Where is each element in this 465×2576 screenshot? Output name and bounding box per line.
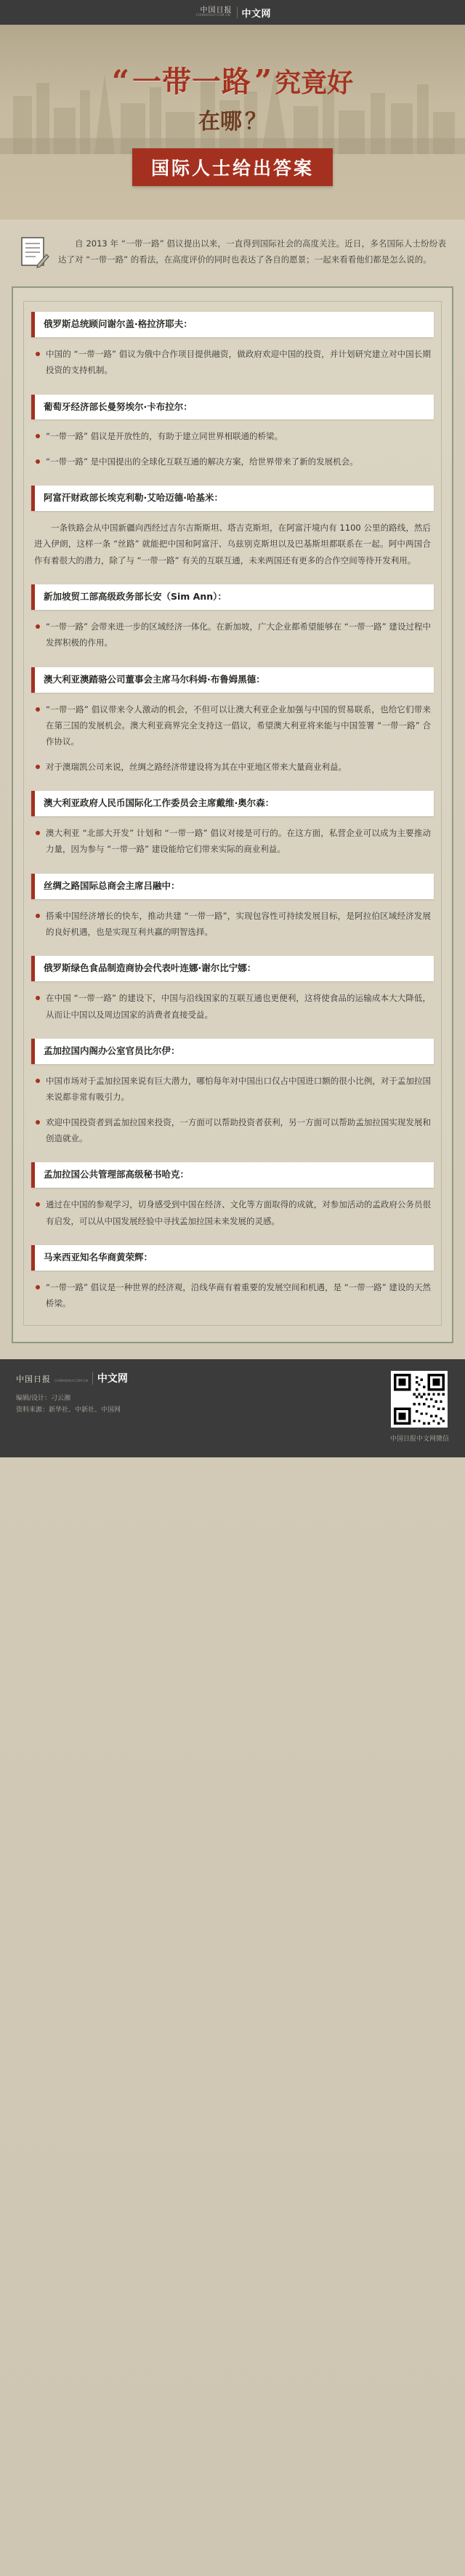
- footer-credit-sources: 资料来源：新华社、中新社、中国网: [16, 1406, 121, 1414]
- bullet-item: 对于澳瑞凯公司来说，丝绸之路经济带建设将为其在中亚地区带来大量商业利益。: [34, 759, 431, 775]
- content-frame: [12, 286, 453, 1343]
- bullet-item: “一带一路” 倡议是一种世界的经济观，沿线华商有着重要的发展空间和机遇，是 “一带一路” 建设的天然桥梁。: [34, 1279, 431, 1312]
- entry-title: 葡萄牙经济部长曼努埃尔·卡布拉尔：: [31, 395, 434, 420]
- hero-title-q3: ？: [245, 108, 267, 134]
- bullet-item: 澳大利亚 “北部大开发” 计划和 “一带一路” 倡议对接是可行的。在这方面，私营企业可以成为主要推动力量，因为参与 “一带一路” 建设能给它们带来实际的商业利益。: [34, 825, 431, 858]
- quote-entry: [31, 486, 434, 568]
- bullet-item: “一带一路” 会带来进一步的区域经济一体化。在新加坡，广大企业都希望能够在 “一带一路” 建设过程中发挥积极的作用。: [34, 619, 431, 651]
- footer-brand-site-label: 中文网: [97, 1372, 128, 1385]
- bullet-item: 搭乘中国经济增长的快车，推动共建 “一带一路”，实现包容性可持续发展目标，是阿拉伯区域经济发展的良好机遇，也是实现互利共赢的明智选择。: [34, 908, 431, 941]
- brand-url-en: CHINADAILY.COM.CN: [195, 14, 230, 17]
- bullet-item: 在中国 “一带一路” 的建设下，中国与沿线国家的互联互通也更便利，这将使食品的运输成本大大降低，从而让中国以及周边国家的消费者直接受益。: [34, 990, 431, 1023]
- footer-brand-divider: [92, 1372, 93, 1385]
- document-icon: [19, 236, 49, 269]
- quote-entry: [31, 667, 434, 775]
- intro-section: [0, 220, 465, 282]
- bullet-item: 欢迎中国投资者到孟加拉国来投资，一方面可以帮助投资者获利，另一方面可以帮助孟加拉国实现发展和创造就业。: [34, 1114, 431, 1147]
- quote-entry: [31, 1162, 434, 1229]
- entry-title: 丝绸之路国际总商会主席吕融中：: [31, 874, 434, 899]
- entry-title: 澳大利亚澳踏骆公司董事会主席马尔科姆·布鲁姆黑德：: [31, 667, 434, 693]
- hero-quote-close: ”: [254, 63, 272, 99]
- intro-text: 自 2013 年 “一带一路” 倡议提出以来，一直得到国际社会的高度关注。近日，多名国际人士纷纷表达了对 “一带一路” 的看法，在高度评价的同时也表达了各自的愿景；一起来看看他们都是怎么说的。: [58, 238, 446, 265]
- entry-bullets: [34, 701, 431, 776]
- quote-entry: [31, 395, 434, 470]
- hero-title-main: 一带一路: [132, 64, 251, 99]
- entry-bullets: [34, 428, 431, 470]
- entry-title: 马来西亚知名华商黄荣辉：: [31, 1245, 434, 1271]
- entry-bullets: [34, 1073, 431, 1147]
- quote-entry: [31, 1245, 434, 1312]
- entry-title: 孟加拉国内阁办公室官员比尔伊：: [31, 1039, 434, 1064]
- entry-bullets: [34, 1196, 431, 1229]
- entry-paragraph: 一条铁路会从中国新疆向西经过吉尔吉斯斯坦、塔吉克斯坦，在阿富汗境内有 1100 公里的路线，然后进入伊朗，这样一条 “丝路” 就能把中国和阿富汗、乌兹别克斯坦以及巴基斯坦都联系在一起。阿中两国合作有着很大的潜力，除了与 “一带一路” 有关的互联互通，未来两国还有更多的合作空间等待开发利用。: [34, 522, 431, 565]
- footer-bar: [0, 1359, 465, 1457]
- entry-bullets: [34, 619, 431, 651]
- bullet-item: 中国的 “一带一路” 倡议为俄中合作项目提供融资，做政府欢迎中国的投资，并计划研究建立对中国长期投资的支持机制。: [34, 346, 431, 379]
- hero-subtitle: 国际人士给出答案: [132, 148, 333, 186]
- chinadaily-logo: [194, 7, 232, 18]
- quote-entry: [31, 791, 434, 858]
- entry-title: 阿富汗财政部长埃克利勒·艾哈迈德·哈基米：: [31, 486, 434, 511]
- footer-credit-editor: 编辑/设计：刁云湘: [16, 1394, 71, 1402]
- entry-title: 孟加拉国公共管理部高级秘书哈克：: [31, 1162, 434, 1188]
- footer-right: [390, 1371, 449, 1443]
- entry-bullets: [34, 1279, 431, 1312]
- bullet-item: “一带一路” 倡议是开放性的，有助于建立同世界相联通的桥梁。: [34, 428, 431, 444]
- footer-brand-url-en: CHINADAILY.COM.CN: [54, 1380, 88, 1384]
- brand-name-cn: 中国日报: [200, 6, 232, 15]
- bullet-item: “一带一路” 是中国提出的全球化互联互通的解决方案，给世界带来了新的发展机会。: [34, 454, 431, 470]
- entry-title: 澳大利亚政府人民币国际化工作委员会主席戴维·奥尔森：: [31, 791, 434, 816]
- brand-site-label: 中文网: [241, 8, 272, 20]
- hero-quote-open: “: [111, 63, 129, 99]
- entry-title: 俄罗斯总统顾问谢尔盖·格拉济耶夫：: [31, 312, 434, 337]
- hero-title-q2: 在哪: [198, 108, 242, 134]
- entry-title: 俄罗斯绿色食品制造商协会代表叶连娜·谢尔比宁娜：: [31, 956, 434, 981]
- content-frame-inner: [23, 301, 442, 1326]
- footer-left: [16, 1371, 128, 1416]
- quote-entry: [31, 874, 434, 941]
- hero-banner: [0, 25, 465, 220]
- bullet-item: 通过在中国的参观学习，切身感受到中国在经济、文化等方面取得的成就，对参加活动的孟政府公务员很有启发，可以从中国发展经验中寻找孟加拉国未来发展的灵感。: [34, 1196, 431, 1229]
- quote-entry: [31, 584, 434, 651]
- footer-chinadaily-logo: [16, 1371, 88, 1385]
- qr-caption: 中国日报中文网微信: [389, 1435, 449, 1443]
- footer-credits: [16, 1393, 128, 1416]
- hero-title-q1: 究竟好: [275, 67, 354, 98]
- quote-entry: [31, 1039, 434, 1146]
- quote-entry: [31, 956, 434, 1023]
- entry-bullets: [34, 908, 431, 941]
- footer-brand-name-cn: 中国日报: [16, 1374, 51, 1385]
- bullet-item: “一带一路” 倡议带来令人激动的机会，不但可以让澳大利亚企业加强与中国的贸易联系，也给它们带来在第三国的发展机会。澳大利亚商界完全支持这一倡议，希望澳大利亚将来能与中国签署 “一带一路” 合作协议。: [34, 701, 431, 750]
- brand-divider: [237, 7, 238, 18]
- entry-bullets: [34, 825, 431, 858]
- bullet-item: 中国市场对于孟加拉国来说有巨大潜力，哪怕每年对中国出口仅占中国进口额的很小比例，对于孟加拉国来说都非常有吸引力。: [34, 1073, 431, 1106]
- quote-entry: [31, 312, 434, 379]
- top-brand-bar: [0, 0, 465, 25]
- entry-bullets: [34, 346, 431, 379]
- entry-title: 新加坡贸工部高级政务部长安（Sim Ann）：: [31, 584, 434, 610]
- qr-code: [391, 1371, 448, 1428]
- footer-logo: [16, 1371, 128, 1385]
- entry-bullets: [34, 990, 431, 1023]
